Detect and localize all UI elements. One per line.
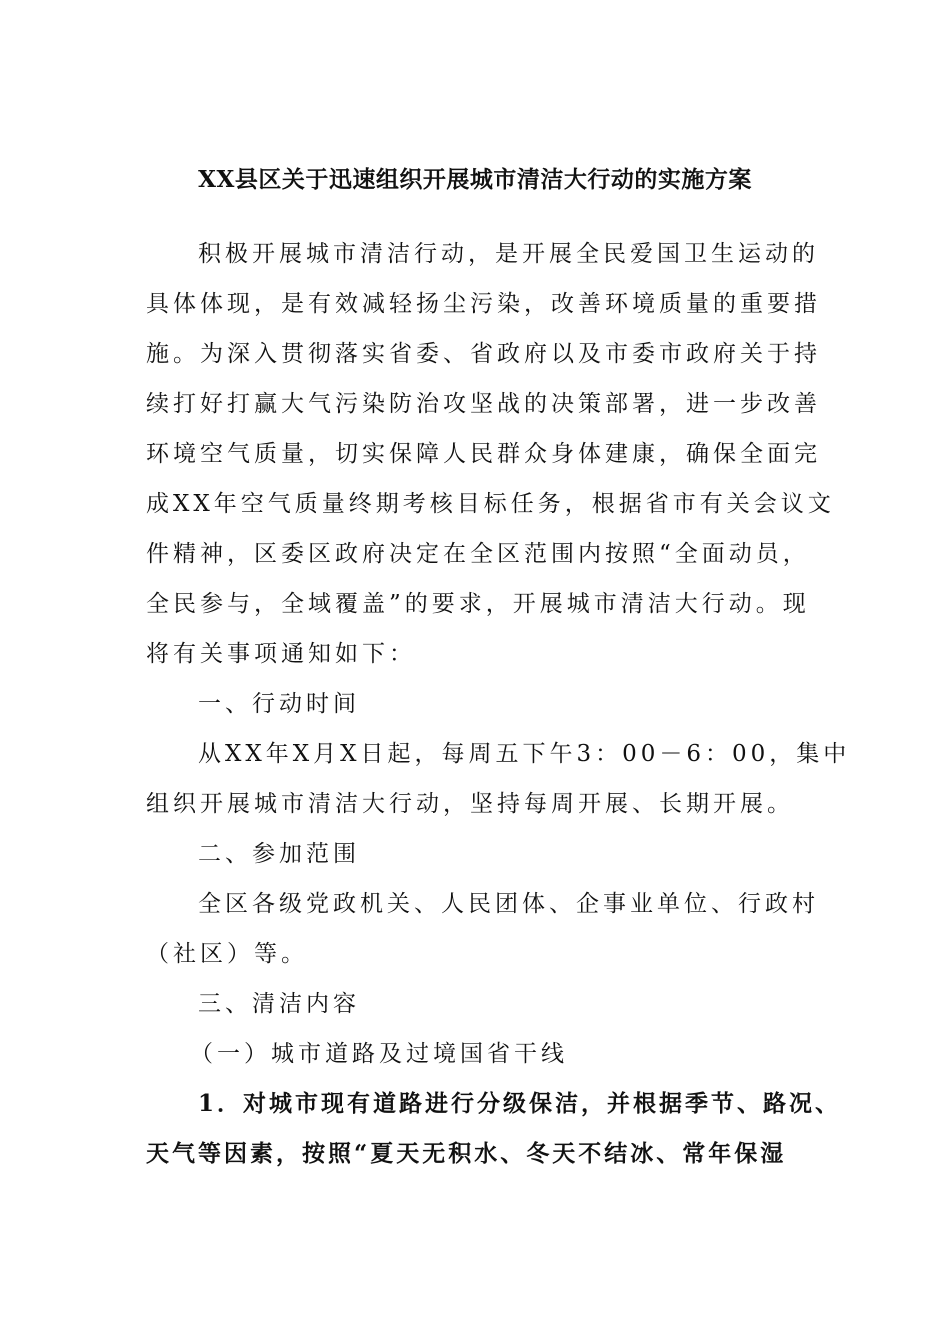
section1-line-2: 组织开展城市清洁大行动，坚持每周开展、长期开展。 (146, 791, 794, 817)
section1-line-1: 从XX年X月X日起，每周五下午3：00－6：00，集中 (198, 741, 851, 767)
intro-line-4: 续打好打赢大气污染防治攻坚战的决策部署，进一步改善 (146, 391, 821, 417)
section-heading-time: 一、行动时间 (198, 691, 360, 717)
section-heading-scope: 二、参加范围 (198, 841, 360, 867)
intro-line-2: 具体体现，是有效减轻扬尘污染，改善环境质量的重要措 (146, 291, 821, 317)
section2-line-2: （社区）等。 (146, 941, 308, 967)
item1-line-1: 1．对城市现有道路进行分级保洁，并根据季节、路况、 (198, 1090, 842, 1117)
intro-line-9: 将有关事项通知如下： (146, 641, 416, 667)
section-heading-content: 三、清洁内容 (198, 991, 360, 1017)
document-title: XX县区关于迅速组织开展城市清洁大行动的实施方案 (198, 166, 752, 193)
intro-line-7: 件精神，区委区政府决定在全区范围内按照“全面动员， (146, 541, 810, 567)
item1-line-2: 天气等因素，按照“夏天无积水、冬天不结冰、常年保湿 (146, 1140, 787, 1167)
intro-line-1: 积极开展城市清洁行动，是开展全民爱国卫生运动的 (198, 241, 819, 267)
subsection-heading-roads: （一）城市道路及过境国省干线 (190, 1041, 568, 1067)
intro-line-6: 成XX年空气质量终期考核目标任务，根据省市有关会议文 (146, 491, 835, 517)
intro-line-5: 环境空气质量，切实保障人民群众身体建康，确保全面完 (146, 441, 821, 467)
section2-line-1: 全区各级党政机关、人民团体、企事业单位、行政村 (198, 891, 819, 917)
intro-line-3: 施。为深入贯彻落实省委、省政府以及市委市政府关于持 (146, 341, 821, 367)
intro-line-8: 全民参与，全域覆盖”的要求，开展城市清洁大行动。现 (146, 591, 810, 617)
